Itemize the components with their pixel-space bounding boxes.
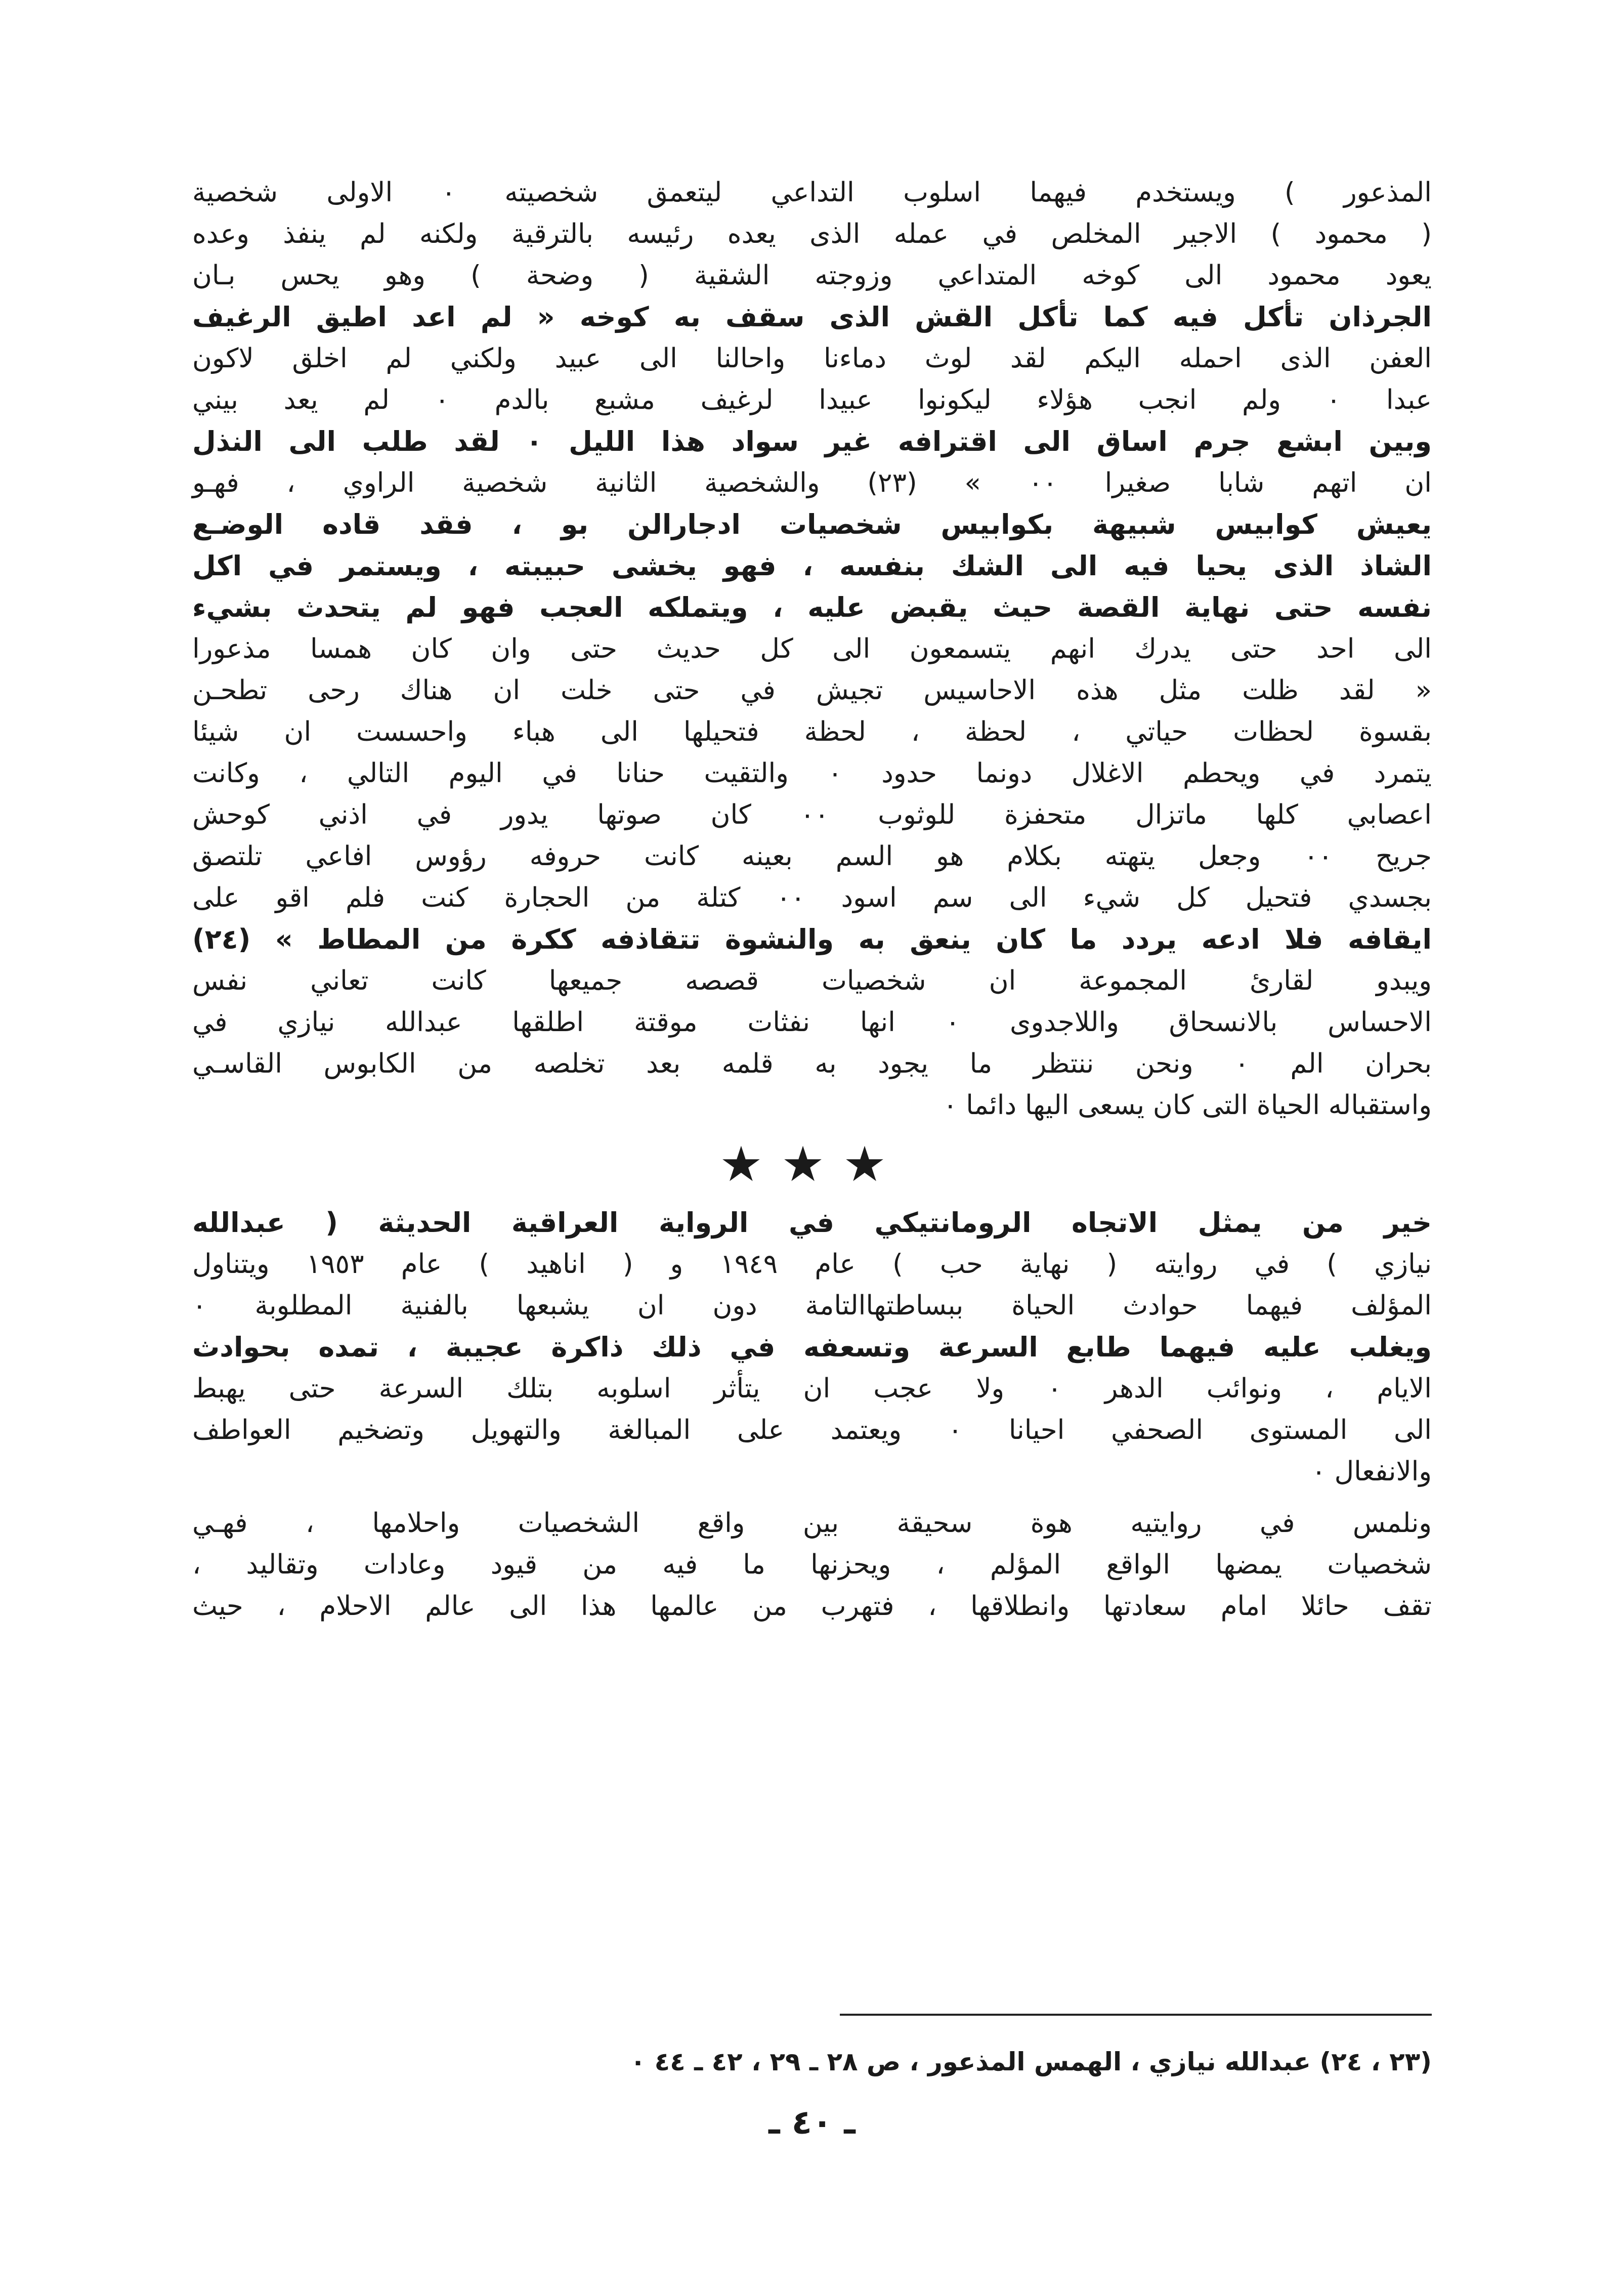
text-line: ( محمود ) الاجير المخلص في عمله الذى يعده رئيسه بالترقية ولكنه لم ينفذ وعده bbox=[192, 219, 1432, 249]
text-line: يعيش كوابيس شبيهة بكوابيس شخصيات ادجارالن بو ، فقد قاده الوضـع bbox=[192, 508, 1432, 540]
text-line: الايام ، ونوائب الدهر ٠ ولا عجب ان يتأثر اسلوبه بتلك السرعة حتى يهبط bbox=[192, 1373, 1432, 1404]
text-line: الى احد حتى يدرك انهم يتسمعون الى كل حديث حتى وان كان همسا مذعورا bbox=[192, 633, 1432, 664]
text-line: ونلمس في روايتيه هوة سحيقة بين واقع الشخصيات واحلامها ، فهـي bbox=[192, 1508, 1432, 1539]
text-line: المذعور ) ويستخدم فيهما اسلوب التداعي ليتعمق شخصيته ٠ الاولى شخصية bbox=[192, 177, 1432, 208]
page-number: ـ ٤٠ ـ bbox=[768, 2103, 856, 2142]
text-line: نيازي ) في روايته ( نهاية حب ) عام ١٩٤٩ و ( اناهيد ) عام ١٩٥٣ ويتناول bbox=[192, 1249, 1432, 1280]
paragraph-1 bbox=[192, 172, 1432, 960]
text-line: ايقافه فلا ادعه يردد ما كان ينعق به والنشوة تتقاذفه ككرة من المطاط » (٢٤) bbox=[192, 923, 1432, 955]
text-line: العفن الذى احمله اليكم لقد لوث دماءنا واحالنا الى عبيد ولكني لم اخلق لاكون bbox=[192, 343, 1432, 374]
paragraph-3 bbox=[192, 1202, 1432, 1493]
text-line: الجرذان تأكل فيه كما تأكل القش الذى سقف به كوخه « لم اعد اطيق الرغيف bbox=[192, 301, 1432, 333]
text-line: والانفعال ٠ bbox=[1311, 1456, 1432, 1487]
text-line: شخصيات يمضها الواقع المؤلم ، ويحزنها ما فيه من قيود وعادات وتقاليد ، bbox=[192, 1549, 1432, 1580]
text-line: ان اتهم شابا صغيرا ٠٠ » (٢٣) والشخصية الثانية شخصية الراوي ، فهـو bbox=[192, 468, 1432, 498]
text-line: بجسدي فتحيل كل شيء الى سم اسود ٠٠ كتلة من الحجارة كنت فلم اقو على bbox=[192, 882, 1432, 913]
page-body bbox=[192, 172, 1432, 1627]
text-line: تقف حائلا امام سعادتها وانطلاقها ، فتهرب من عالمها هذا الى عالم الاحلام ، حيث bbox=[192, 1591, 1432, 1622]
text-line: الاحساس بالانسحاق واللاجدوى ٠ انها نفثات موقتة اطلقها عبدالله نيازي في bbox=[192, 1007, 1432, 1038]
text-line: المؤلف فيهما حوادث الحياة ببساطتهاالتامة دون ان يشبعها بالفنية المطلوبة ٠ bbox=[192, 1290, 1432, 1321]
text-line: نفسه حتى نهاية القصة حيث يقبض عليه ، ويتملكه العجب فهو لم يتحدث بشيء bbox=[192, 591, 1432, 623]
text-line: واستقباله الحياة التى كان يسعى اليها دائما ٠ bbox=[943, 1090, 1432, 1121]
text-line: ويغلب عليه فيهما طابع السرعة وتسعفه في ذلك ذاكرة عجيبة ، تمده بحوادث bbox=[192, 1331, 1432, 1363]
paragraph-2 bbox=[192, 960, 1432, 1126]
text-line: خير من يمثل الاتجاه الرومانتيكي في الرواية العراقية الحديثة ( عبدالله bbox=[192, 1207, 1432, 1239]
text-line: « لقد ظلت مثل هذه الاحاسيس تجيش في حتى خلت ان هناك رحى تطحـن bbox=[192, 675, 1432, 706]
text-line: يتمرد في ويحطم الاغلال دونما حدود ٠ والتقيت حنانا في اليوم التالي ، وكانت bbox=[192, 758, 1432, 789]
text-line: بحران الم ٠ ونحن ننتظر ما يجود به قلمه بعد تخلصه من الكابوس القاسـي bbox=[192, 1048, 1432, 1079]
text-line: الشاذ الذى يحيا فيه الى الشك بنفسه ، فهو يخشى حبيبته ، ويستمر في اكل bbox=[192, 550, 1432, 582]
footnote: (٢٣ ، ٢٤) عبدالله نيازي ، الهمس المذعور ، ص ٢٨ ـ ٢٩ ، ٤٢ ـ ٤٤ ٠ bbox=[630, 2047, 1432, 2076]
section-divider-stars: ★★★ bbox=[719, 1136, 905, 1193]
text-line: الى المستوى الصحفي احيانا ٠ ويعتمد على المبالغة والتهويل وتضخيم العواطف bbox=[192, 1415, 1432, 1446]
paragraph-4 bbox=[192, 1503, 1432, 1627]
text-line: يعود محمود الى كوخه المتداعي وزوجته الشقية ( وضحة ) وهو يحس بـان bbox=[192, 260, 1432, 291]
text-line: عبدا ٠ ولم انجب هؤلاء ليكونوا عبيدا لرغيف مشبع بالدم ٠ لم يعد بيني bbox=[192, 385, 1432, 415]
text-line: اعصابي كلها ماتزال متحفزة للوثوب ٠٠ كان صوتها يدور في اذني كوحش bbox=[192, 799, 1432, 830]
text-line: ويبدو لقارئ المجموعة ان شخصيات قصصه جميعها كانت تعاني نفس bbox=[192, 965, 1432, 996]
text-line: جريح ٠٠ وجعل يتهته بكلام هو السم بعينه كانت حروفه رؤوس افاعي تلتصق bbox=[192, 841, 1432, 872]
footnote-separator bbox=[840, 2014, 1432, 2016]
text-line: وبين ابشع جرم اساق الى اقترافه غير سواد هذا الليل ٠ لقد طلب الى النذل bbox=[192, 426, 1432, 457]
text-line: بقسوة لحظات حياتي ، لحظة ، لحظة فتحيلها الى هباء واحسست ان شيئا bbox=[192, 716, 1432, 747]
